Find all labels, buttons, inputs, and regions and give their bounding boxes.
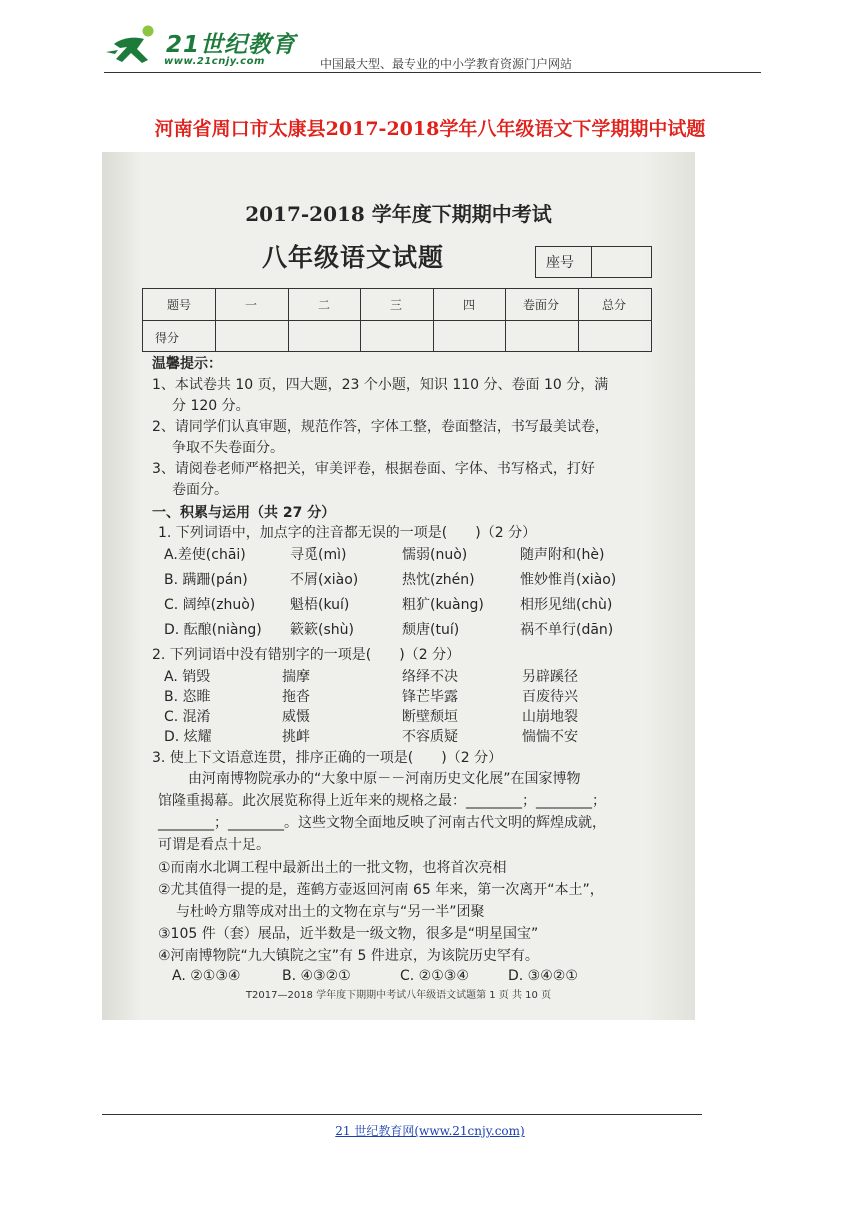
q3-item: ②尤其值得一提的是，莲鹤方壶返回河南 65 年来，第一次离开“本土”， xyxy=(158,882,604,898)
header-divider xyxy=(104,72,761,73)
tip-line: 卷面分。 xyxy=(172,482,228,498)
q1-cell: 随声附和(hè) xyxy=(520,547,605,563)
score-header-cell: 总分 xyxy=(601,298,626,312)
q2-cell: 惴惴不安 xyxy=(522,729,578,745)
document-title: 河南省周口市太康县2017-2018学年八年级语文下学期期中试题 xyxy=(154,118,706,140)
score-header-cell: 三 xyxy=(389,298,402,312)
q1-cell: 簌簌(shù) xyxy=(290,622,354,638)
scan-left-shadow xyxy=(102,152,142,1020)
scan-right-shadow xyxy=(645,152,695,1020)
q2-cell: 断壁颓垣 xyxy=(402,709,458,725)
score-header-cell: 卷面分 xyxy=(522,298,559,312)
q2-cell: B. 恣睢 xyxy=(164,689,211,705)
q3-item: ③105 件（套）展品，近半数是一级文物，很多是“明星国宝” xyxy=(158,926,539,942)
seat-label: 座号 xyxy=(546,255,574,271)
tip-line: 2、请同学们认真审题，规范作答，字体工整，卷面整洁，书写最美试卷， xyxy=(152,419,609,435)
tip-line: 1、本试卷共 10 页，四大题，23 个小题，知识 110 分、卷面 10 分，满 xyxy=(152,377,609,393)
footer-link[interactable]: 21 世纪教育网(www.21cnjy.com) xyxy=(335,1124,525,1138)
q1-cell: 祸不单行(dān) xyxy=(520,622,614,638)
seat-number-box xyxy=(535,246,652,278)
question-1-stem: 1. 下列词语中，加点字的注音都无误的一项是( )（2 分） xyxy=(158,525,537,541)
q3-option: D. ③④②① xyxy=(508,968,578,984)
runner-logo-icon xyxy=(104,22,164,68)
q1-cell: 热忱(zhén) xyxy=(402,572,475,588)
q2-cell: A. 销毁 xyxy=(164,669,211,685)
site-logo[interactable] xyxy=(104,18,309,70)
logo-url: www.21cnjy.com xyxy=(164,56,265,67)
q1-cell: 懦弱(nuò) xyxy=(402,547,468,563)
q3-passage-line: 可谓是看点十足。 xyxy=(158,837,270,853)
exam-page-footer: T2017—2018 学年度下期期中考试八年级语文试题第 1 页 共 10 页 xyxy=(245,990,552,1001)
q1-cell: 不屑(xiào) xyxy=(290,572,359,588)
q1-cell: 相形见绌(chù) xyxy=(520,597,613,613)
q1-cell: 寻觅(mì) xyxy=(290,547,347,563)
header-tagline: 中国最大型、最专业的中小学教育资源门户网站 xyxy=(320,57,573,71)
q2-cell: 不容质疑 xyxy=(402,729,458,745)
q3-item: 与杜岭方鼎等成对出土的文物在京与“另一半”团聚 xyxy=(176,904,485,920)
q3-passage-line: 馆隆重揭幕。此次展览称得上近年来的规格之最：________；________； xyxy=(158,793,606,809)
q2-cell: 山崩地裂 xyxy=(522,709,578,725)
section-heading: 一、积累与运用（共 27 分） xyxy=(152,505,336,521)
logo-name: 21世纪教育 xyxy=(166,32,297,58)
score-table xyxy=(142,288,652,352)
q2-cell: 络绎不决 xyxy=(402,669,458,685)
score-row-label: 得分 xyxy=(155,331,180,345)
tip-line: 分 120 分。 xyxy=(172,398,250,414)
q1-cell: D. 酝酿(niàng) xyxy=(164,622,262,638)
q2-cell: 揣摩 xyxy=(282,669,310,685)
score-table-divider xyxy=(143,320,651,321)
q1-cell: 颓唐(tuí) xyxy=(402,622,460,638)
question-3-stem: 3. 使上下文语意连贯，排序正确的一项是( )（2 分） xyxy=(152,750,503,766)
q3-item: ④河南博物院“九大镇院之宝”有 5 件进京，为该院历史罕有。 xyxy=(158,948,539,964)
tips-title: 温馨提示： xyxy=(152,356,222,372)
q2-cell: 另辟蹊径 xyxy=(522,669,578,685)
score-header-cell: 题号 xyxy=(166,298,191,312)
q2-cell: 拖沓 xyxy=(282,689,310,705)
q3-option: A. ②①③④ xyxy=(172,968,241,984)
q2-cell: D. 炫耀 xyxy=(164,729,212,745)
q1-cell: 粗犷(kuàng) xyxy=(402,597,484,613)
footer-divider xyxy=(102,1114,702,1115)
q1-cell: A.差使(chāi) xyxy=(164,547,246,563)
q1-cell: C. 阔绰(zhuò) xyxy=(164,597,256,613)
score-header-cell: 一 xyxy=(244,298,257,312)
q1-cell: B. 蹒跚(pán) xyxy=(164,572,248,588)
q3-item: ①而南水北调工程中最新出土的一批文物，也将首次亮相 xyxy=(158,860,507,876)
tip-line: 争取不失卷面分。 xyxy=(172,440,284,456)
score-header-cell: 二 xyxy=(317,298,330,312)
q2-cell: 威慑 xyxy=(282,709,310,725)
q2-cell: C. 混淆 xyxy=(164,709,211,725)
q3-option: B. ④③②① xyxy=(282,968,351,984)
tip-line: 3、请阅卷老师严格把关，审美评卷，根据卷面、字体、书写格式，打好 xyxy=(152,461,595,477)
q2-cell: 挑衅 xyxy=(282,729,310,745)
seat-divider xyxy=(591,247,592,277)
q3-option: C. ②①③④ xyxy=(400,968,469,984)
q1-cell: 惟妙惟肖(xiào) xyxy=(520,572,617,588)
q2-cell: 锋芒毕露 xyxy=(402,689,458,705)
scanned-exam-page xyxy=(102,152,695,1020)
q2-cell: 百废待兴 xyxy=(522,689,578,705)
q3-passage-line: ________；________。这些文物全面地反映了河南古代文明的辉煌成就， xyxy=(158,815,606,831)
q1-cell: 魁梧(kuí) xyxy=(290,597,350,613)
q3-passage-line: 由河南博物院承办的“大象中原－－河南历史文化展”在国家博物 xyxy=(188,771,581,787)
score-header-cell: 四 xyxy=(462,298,475,312)
exam-title: 2017-2018 学年度下期期中考试 xyxy=(245,202,552,226)
question-2-stem: 2. 下列词语中没有错别字的一项是( )（2 分） xyxy=(152,647,461,663)
exam-subtitle: 八年级语文试题 xyxy=(262,243,445,272)
